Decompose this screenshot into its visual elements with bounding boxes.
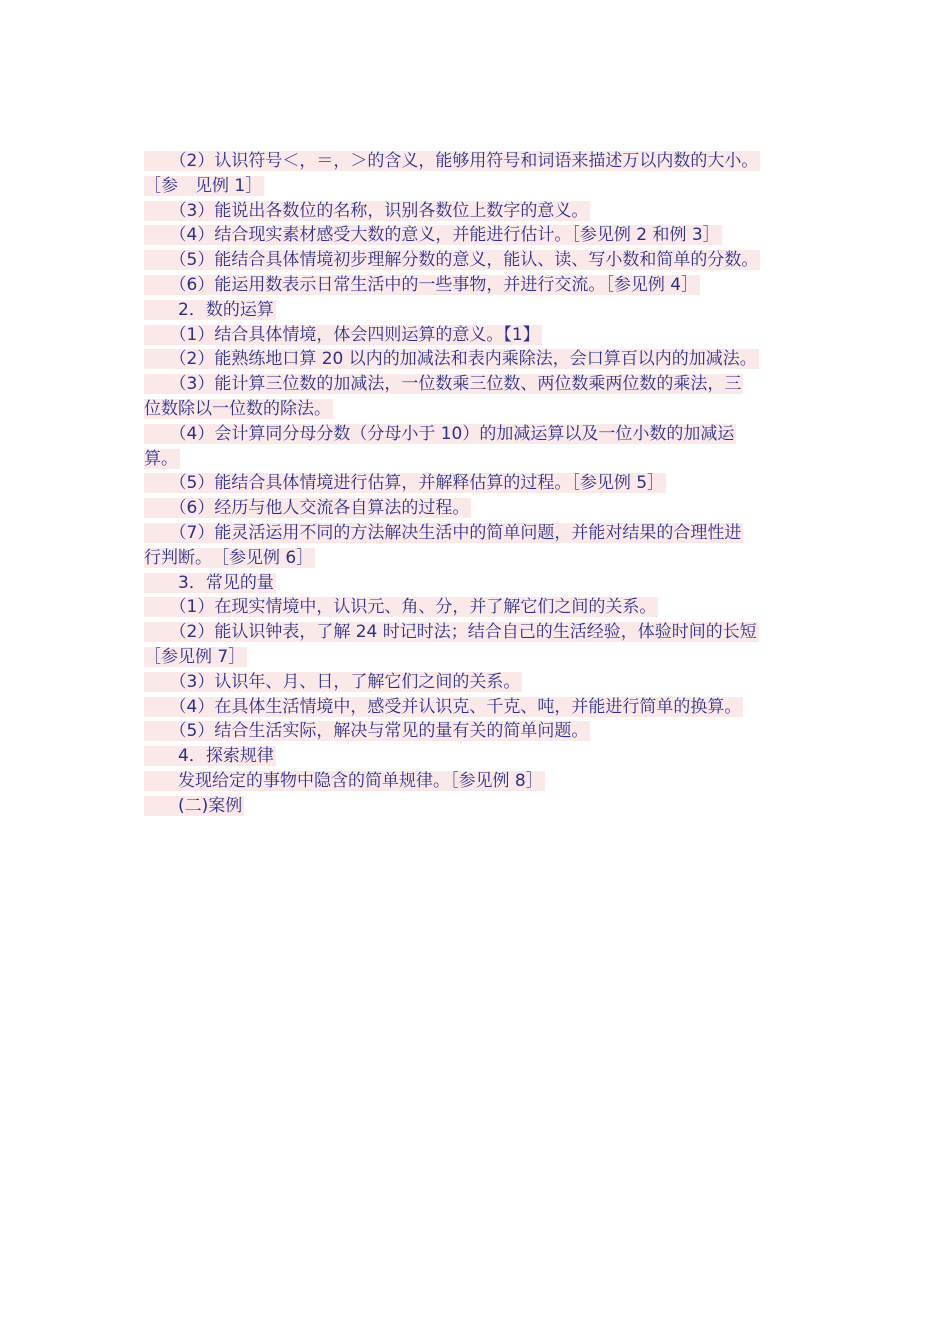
section-heading-arithmetic (144, 298, 814, 323)
curriculum-text (144, 149, 814, 819)
text-line-26-content: 发现给定的事物中隐含的简单规律。［参见例 8］ (144, 770, 543, 791)
text-line-5 (144, 248, 814, 273)
text-line-26 (144, 769, 814, 794)
text-line-6 (144, 273, 814, 298)
text-line-23 (144, 695, 814, 720)
section-heading-patterns-content: 4．探索规律 (144, 746, 274, 767)
text-line-23-content: （4）在具体生活情境中，感受并认识克、千克、吨，并能进行简单的换算。 (144, 696, 742, 717)
text-line-2-content: ［参 见例 1］ (144, 175, 263, 196)
text-line-6-content: （6）能运用数表示日常生活中的一些事物，并进行交流。［参见例 4］ (144, 274, 699, 295)
section-heading-quantities (144, 571, 814, 596)
text-line-10-content: （3）能计算三位数的加减法，一位数乘三位数、两位数乘两位数的乘法，三 (144, 374, 742, 395)
text-line-24-content: （5）结合生活实际，解决与常见的量有关的简单问题。 (144, 721, 589, 742)
text-line-4 (144, 223, 814, 248)
text-line-2 (144, 174, 814, 199)
text-line-16-content: （7）能灵活运用不同的方法解决生活中的简单问题，并能对结果的合理性进 (144, 522, 742, 543)
text-line-19-content: （1）在现实情境中，认识元、角、分，并了解它们之间的关系。 (144, 597, 657, 618)
text-line-3-content: （3）能说出各数位的名称，识别各数位上数字的意义。 (144, 200, 589, 221)
text-line-21 (144, 645, 814, 670)
text-line-12-content: （4）会计算同分母分数（分母小于 10）的加减运算以及一位小数的加减运 (144, 423, 735, 444)
text-line-20 (144, 620, 814, 645)
text-line-8 (144, 323, 814, 348)
text-line-4-content: （4）结合现实素材感受大数的意义，并能进行估计。［参见例 2 和例 3］ (144, 225, 720, 246)
text-line-21-content: ［参见例 7］ (144, 646, 246, 667)
text-line-10 (144, 372, 814, 397)
text-line-8-content: （1）结合具体情境，体会四则运算的意义。【1】 (144, 324, 540, 345)
text-line-14 (144, 471, 814, 496)
section-heading-cases-content: (二)案例 (144, 795, 243, 816)
text-line-1 (144, 149, 814, 174)
text-line-3 (144, 199, 814, 224)
section-heading-patterns (144, 744, 814, 769)
text-line-13 (144, 447, 814, 472)
text-line-22-content: （3）认识年、月、日，了解它们之间的关系。 (144, 671, 521, 692)
section-heading-cases (144, 794, 814, 819)
text-line-11-content: 位数除以一位数的除法。 (144, 398, 331, 419)
text-line-16 (144, 521, 814, 546)
text-line-24 (144, 719, 814, 744)
text-line-22 (144, 670, 814, 695)
text-line-9-content: （2）能熟练地口算 20 以内的加减法和表内乘除法，会口算百以内的加减法。 (144, 349, 757, 370)
text-line-9 (144, 347, 814, 372)
text-line-17-content: 行判断。 ［参见例 6］ (144, 547, 314, 568)
section-heading-arithmetic-content: 2．数的运算 (144, 299, 274, 320)
text-line-1-content: （2）认识符号＜，＝，＞的含义，能够用符号和词语来描述万以内数的大小。 (144, 151, 759, 171)
text-line-20-content: （2）能认识钟表，了解 24 时记时法；结合自己的生活经验，体验时间的长短 (144, 622, 757, 643)
text-line-19 (144, 595, 814, 620)
text-line-11 (144, 397, 814, 422)
text-line-15-content: （6）经历与他人交流各自算法的过程。 (144, 498, 470, 519)
text-line-17 (144, 546, 814, 571)
text-line-13-content: 算。 (144, 448, 178, 469)
text-line-12 (144, 422, 814, 447)
text-line-5-content: （5）能结合具体情境初步理解分数的意义，能认、读、写小数和简单的分数。 (144, 250, 759, 271)
section-heading-quantities-content: 3．常见的量 (144, 572, 274, 593)
text-line-15 (144, 496, 814, 521)
text-line-14-content: （5）能结合具体情境进行估算，并解释估算的过程。［参见例 5］ (144, 473, 665, 494)
